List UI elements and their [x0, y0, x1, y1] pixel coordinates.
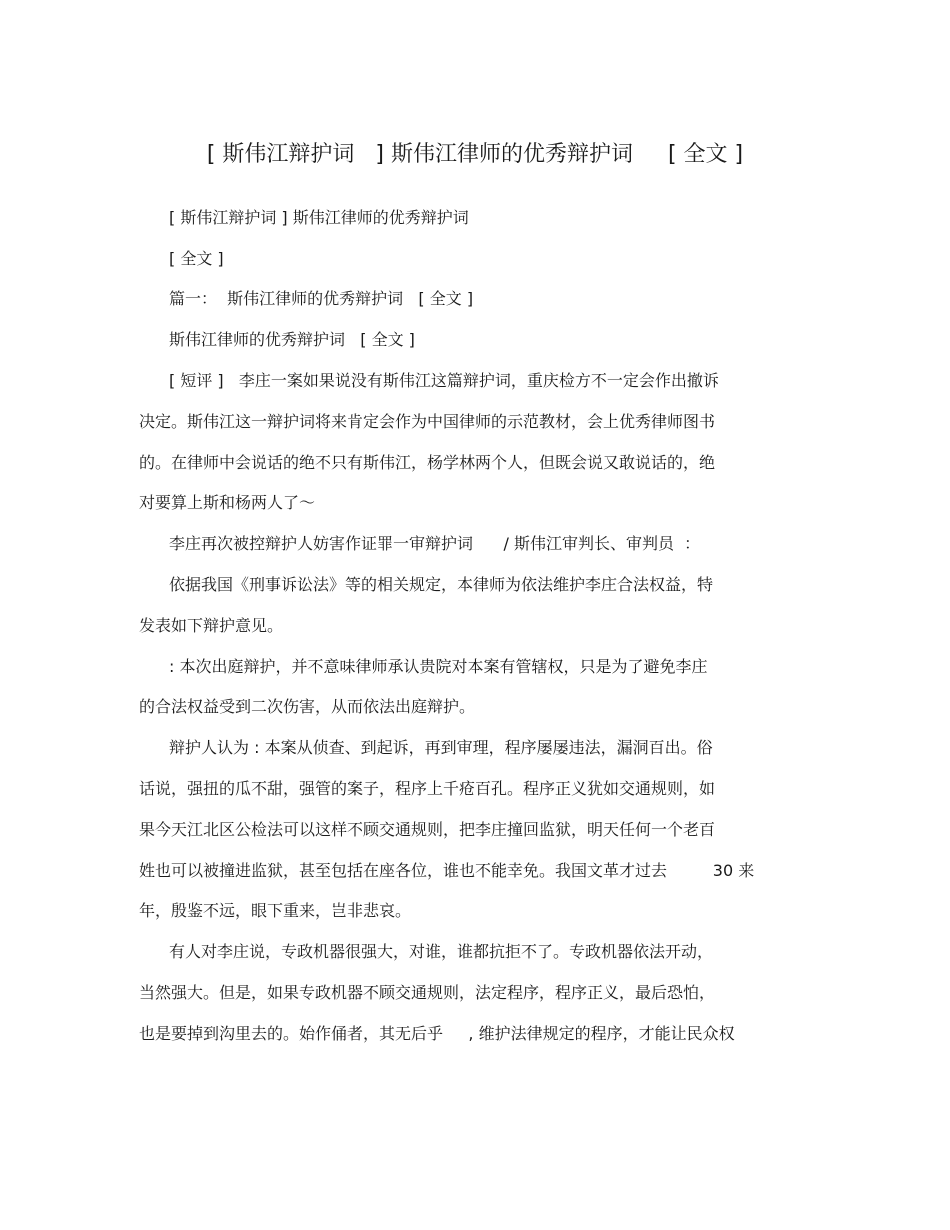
text-line: 果今天江北区公检法可以这样不顾交通规则，把李庄撞回监狱，明天任何一个老百: [139, 820, 716, 839]
text-line: 年，殷鉴不远，眼下重来，岂非悲哀。: [139, 901, 412, 920]
text-line: 话说，强扭的瓜不甜，强管的案子，程序上千疮百孔。程序正义犹如交通规则，如: [139, 779, 716, 798]
text-line: 决定。斯伟江这一辩护词将来肯定会作为中国律师的示范教材，会上优秀律师图书: [139, 412, 716, 431]
text-line: 篇一： 斯伟江律师的优秀辩护词 [ 全文 ]: [169, 289, 474, 308]
text-line: 的。在律师中会说话的绝不只有斯伟江，杨学林两个人，但既会说又敢说话的，绝: [139, 453, 716, 472]
text-line: 李庄再次被控辩护人妨害作证罪一审辩护词 / 斯伟江审判长、审判员 ：: [169, 534, 701, 553]
text-line: 当然强大。但是，如果专政机器不顾交通规则，法定程序，程序正义，最后恐怕，: [139, 983, 716, 1002]
text-line: 发表如下辩护意见。: [139, 616, 284, 635]
text-line: [ 斯伟江辩护词 ] 斯伟江律师的优秀辩护词: [169, 208, 469, 227]
text-line: 姓也可以被撞进监狱，甚至包括在座各位，谁也不能幸免。我国文革才过去 30 来: [139, 861, 755, 880]
text-line: 斯伟江律师的优秀辩护词 [ 全文 ]: [169, 330, 415, 349]
text-line: 对要算上斯和杨两人了～: [139, 493, 316, 512]
text-line: 有人对李庄说，专政机器很强大，对谁，谁都抗拒不了。专政机器依法开动，: [169, 942, 714, 961]
text-line: : 本次出庭辩护，并不意味律师承认贵院对本案有管辖权，只是为了避免李庄: [169, 657, 708, 676]
text-line: 的合法权益受到二次伤害，从而依法出庭辩护。: [139, 697, 476, 716]
text-line: 也是要掉到沟里去的。始作俑者，其无后乎 , 维护法律规定的程序，才能让民众权: [139, 1024, 735, 1043]
text-line: [ 全文 ]: [169, 249, 224, 268]
text-line: [ 短评 ] 李庄一案如果说没有斯伟江这篇辩护词，重庆检方不一定会作出撤诉: [169, 371, 719, 390]
text-line: 依据我国《刑事诉讼法》等的相关规定，本律师为依法维护李庄合法权益，特: [169, 575, 714, 594]
text-line: 辩护人认为 : 本案从侦查、到起诉，再到审理，程序屡屡违法，漏洞百出。俗: [169, 738, 713, 757]
document-title: [ 斯伟江辩护词 ] 斯伟江律师的优秀辩护词 [ 全文 ]: [206, 142, 744, 167]
